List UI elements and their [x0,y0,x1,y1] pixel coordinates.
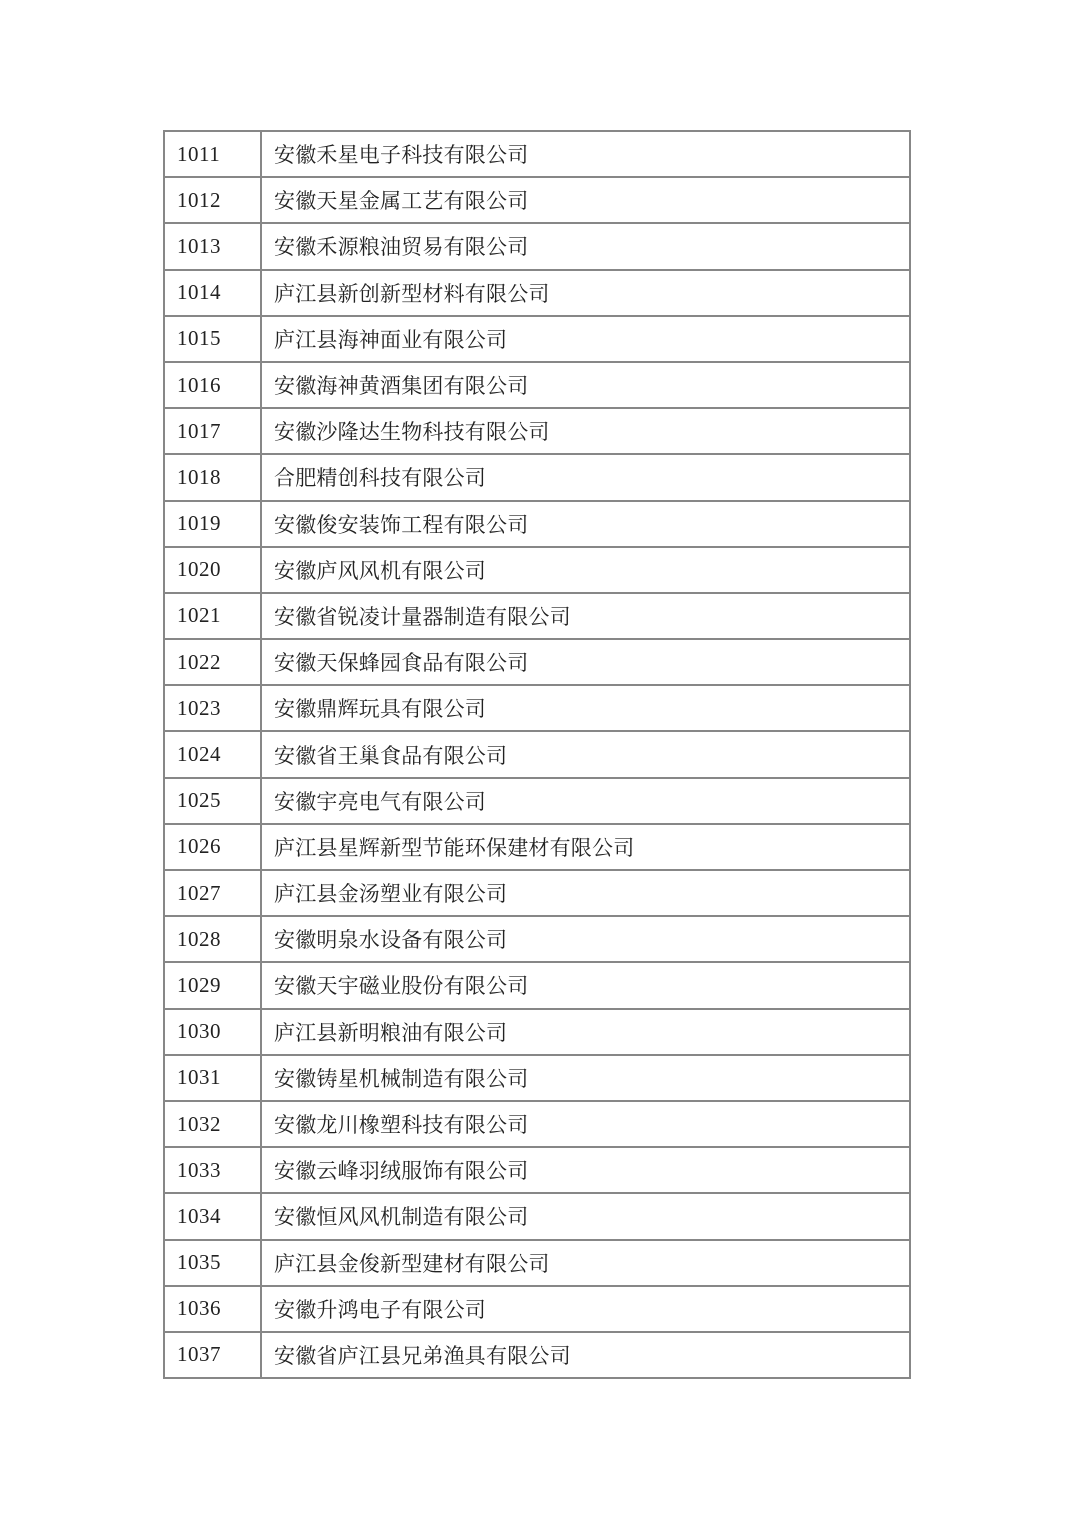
row-serial-number: 1032 [164,1101,261,1147]
table-row [164,824,910,870]
row-serial-number: 1022 [164,639,261,685]
row-company-name: 安徽海神黄酒集团有限公司 [261,362,910,408]
row-serial-number: 1023 [164,685,261,731]
row-company-name: 安徽明泉水设备有限公司 [261,916,910,962]
row-serial-number: 1037 [164,1332,261,1378]
row-company-name: 安徽俊安装饰工程有限公司 [261,501,910,547]
row-serial-number: 1024 [164,731,261,777]
table-row [164,547,910,593]
row-company-name: 安徽铸星机械制造有限公司 [261,1055,910,1101]
row-serial-number: 1016 [164,362,261,408]
row-company-name: 安徽沙隆达生物科技有限公司 [261,408,910,454]
row-company-name: 安徽恒风风机制造有限公司 [261,1193,910,1239]
row-company-name: 安徽龙川橡塑科技有限公司 [261,1101,910,1147]
company-table-body [164,131,910,1378]
table-row [164,685,910,731]
table-row [164,916,910,962]
row-company-name: 安徽云峰羽绒服饰有限公司 [261,1147,910,1193]
row-serial-number: 1011 [164,131,261,177]
table-row [164,1240,910,1286]
table-row [164,316,910,362]
row-serial-number: 1028 [164,916,261,962]
row-company-name: 安徽省庐江县兄弟渔具有限公司 [261,1332,910,1378]
table-row [164,1193,910,1239]
row-company-name: 安徽鼎辉玩具有限公司 [261,685,910,731]
table-row [164,501,910,547]
row-company-name: 庐江县星辉新型节能环保建材有限公司 [261,824,910,870]
table-row [164,639,910,685]
row-company-name: 庐江县新创新型材料有限公司 [261,270,910,316]
table-row [164,177,910,223]
row-serial-number: 1029 [164,962,261,1008]
row-serial-number: 1021 [164,593,261,639]
row-serial-number: 1036 [164,1286,261,1332]
row-company-name: 庐江县海神面业有限公司 [261,316,910,362]
row-company-name: 安徽省锐凌计量器制造有限公司 [261,593,910,639]
row-serial-number: 1020 [164,547,261,593]
row-company-name: 安徽庐风风机有限公司 [261,547,910,593]
row-serial-number: 1012 [164,177,261,223]
row-company-name: 合肥精创科技有限公司 [261,454,910,500]
row-serial-number: 1027 [164,870,261,916]
table-row [164,1101,910,1147]
table-row [164,1055,910,1101]
row-serial-number: 1025 [164,778,261,824]
row-company-name: 庐江县金俊新型建材有限公司 [261,1240,910,1286]
row-company-name: 安徽禾源粮油贸易有限公司 [261,223,910,269]
row-serial-number: 1033 [164,1147,261,1193]
row-company-name: 安徽天宇磁业股份有限公司 [261,962,910,1008]
row-serial-number: 1026 [164,824,261,870]
row-serial-number: 1018 [164,454,261,500]
table-row [164,1286,910,1332]
row-serial-number: 1034 [164,1193,261,1239]
row-serial-number: 1031 [164,1055,261,1101]
table-row [164,870,910,916]
table-row [164,223,910,269]
table-row [164,1332,910,1378]
table-row [164,362,910,408]
row-serial-number: 1015 [164,316,261,362]
table-row [164,1147,910,1193]
row-serial-number: 1013 [164,223,261,269]
row-serial-number: 1019 [164,501,261,547]
table-row [164,1009,910,1055]
row-company-name: 庐江县新明粮油有限公司 [261,1009,910,1055]
table-row [164,731,910,777]
row-serial-number: 1030 [164,1009,261,1055]
row-company-name: 安徽天保蜂园食品有限公司 [261,639,910,685]
company-table [163,130,911,1379]
table-row [164,131,910,177]
row-company-name: 安徽宇亮电气有限公司 [261,778,910,824]
row-company-name: 安徽省王巢食品有限公司 [261,731,910,777]
table-row [164,593,910,639]
table-row [164,454,910,500]
row-company-name: 庐江县金汤塑业有限公司 [261,870,910,916]
row-serial-number: 1017 [164,408,261,454]
row-company-name: 安徽天星金属工艺有限公司 [261,177,910,223]
table-row [164,270,910,316]
table-row [164,408,910,454]
row-serial-number: 1035 [164,1240,261,1286]
table-row [164,962,910,1008]
table-row [164,778,910,824]
row-company-name: 安徽升鸿电子有限公司 [261,1286,910,1332]
row-company-name: 安徽禾星电子科技有限公司 [261,131,910,177]
row-serial-number: 1014 [164,270,261,316]
